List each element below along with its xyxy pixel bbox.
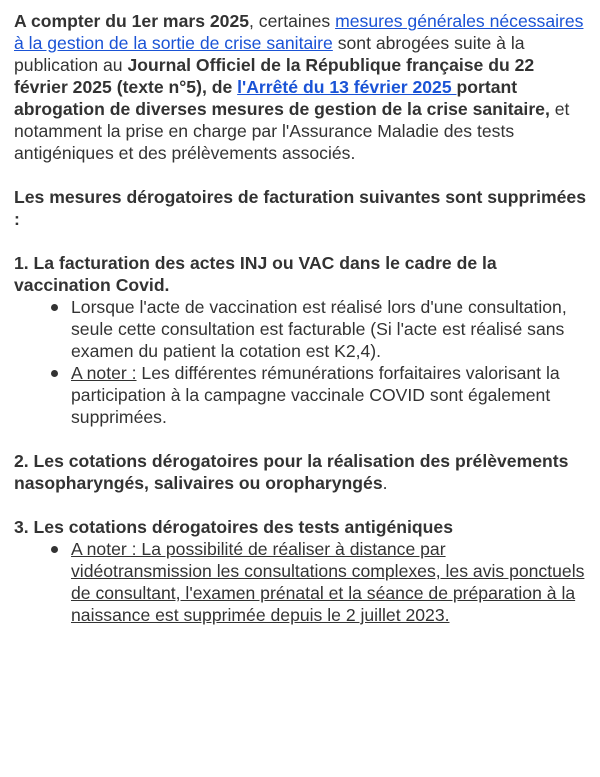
section-2-title bbox=[14, 450, 588, 494]
intro-journal-officiel: Journal Officiel de la République française du 22 février 2025 (texte n°5), de bbox=[14, 55, 535, 97]
section-heading: Les mesures dérogatoires de facturation suivantes sont supprimées : bbox=[14, 187, 586, 229]
list-item-text: Lorsque l'acte de vaccination est réalisé lors d'une consultation, seule cette consultation est facturable (Si l'acte est réalisé sans examen du patient la cotation est K2,4). bbox=[71, 297, 567, 361]
link-arrete[interactable]: l'Arrêté du 13 février 2025 bbox=[237, 77, 457, 97]
section-1-title: 1. La facturation des actes INJ ou VAC dans le cadre de la vaccination Covid. bbox=[14, 253, 497, 295]
bullet-icon bbox=[51, 546, 58, 553]
list-item bbox=[14, 362, 588, 428]
list-item bbox=[14, 538, 588, 626]
intro-text-3: et notamment la prise en charge par l'Assurance Maladie des tests antigéniques et des prélèvements associés. bbox=[14, 99, 570, 163]
list-item-text: Les différentes rémunérations forfaitaires valorisant la participation à la campagne vaccinale COVID sont également supprimées. bbox=[71, 363, 560, 427]
intro-text-2: sont abrogées suite à la publication au bbox=[14, 33, 525, 75]
intro-date: A compter du 1er mars 2025 bbox=[14, 11, 250, 31]
section-3-list bbox=[14, 538, 588, 626]
intro-arrete-subject: portant abrogation de diverses mesures de gestion de la crise sanitaire, bbox=[14, 77, 550, 119]
section-2-title-end: . bbox=[382, 473, 388, 493]
intro-text-1: , certaines bbox=[249, 11, 336, 31]
bullet-icon bbox=[51, 304, 58, 311]
link-mesures-generales[interactable]: mesures générales nécessaires à la gestion de la sortie de crise sanitaire bbox=[14, 11, 584, 53]
section-3-title: 3. Les cotations dérogatoires des tests antigéniques bbox=[14, 517, 453, 537]
section-1-list bbox=[14, 296, 588, 428]
intro-paragraph bbox=[14, 10, 588, 164]
note-label: A noter : bbox=[71, 363, 137, 383]
list-item bbox=[14, 296, 588, 362]
section-2-title-text: 2. Les cotations dérogatoires pour la réalisation des prélèvements nasopharyngés, salivaires ou oropharyngés bbox=[14, 451, 569, 493]
note-text: A noter : La possibilité de réaliser à distance par vidéotransmission les consultations complexes, les avis ponctuels de consultant, l'examen prénatal et la séance de préparation à la naissance est supprimée depuis le 2 juillet 2023. bbox=[71, 539, 585, 625]
bullet-icon bbox=[51, 370, 58, 377]
